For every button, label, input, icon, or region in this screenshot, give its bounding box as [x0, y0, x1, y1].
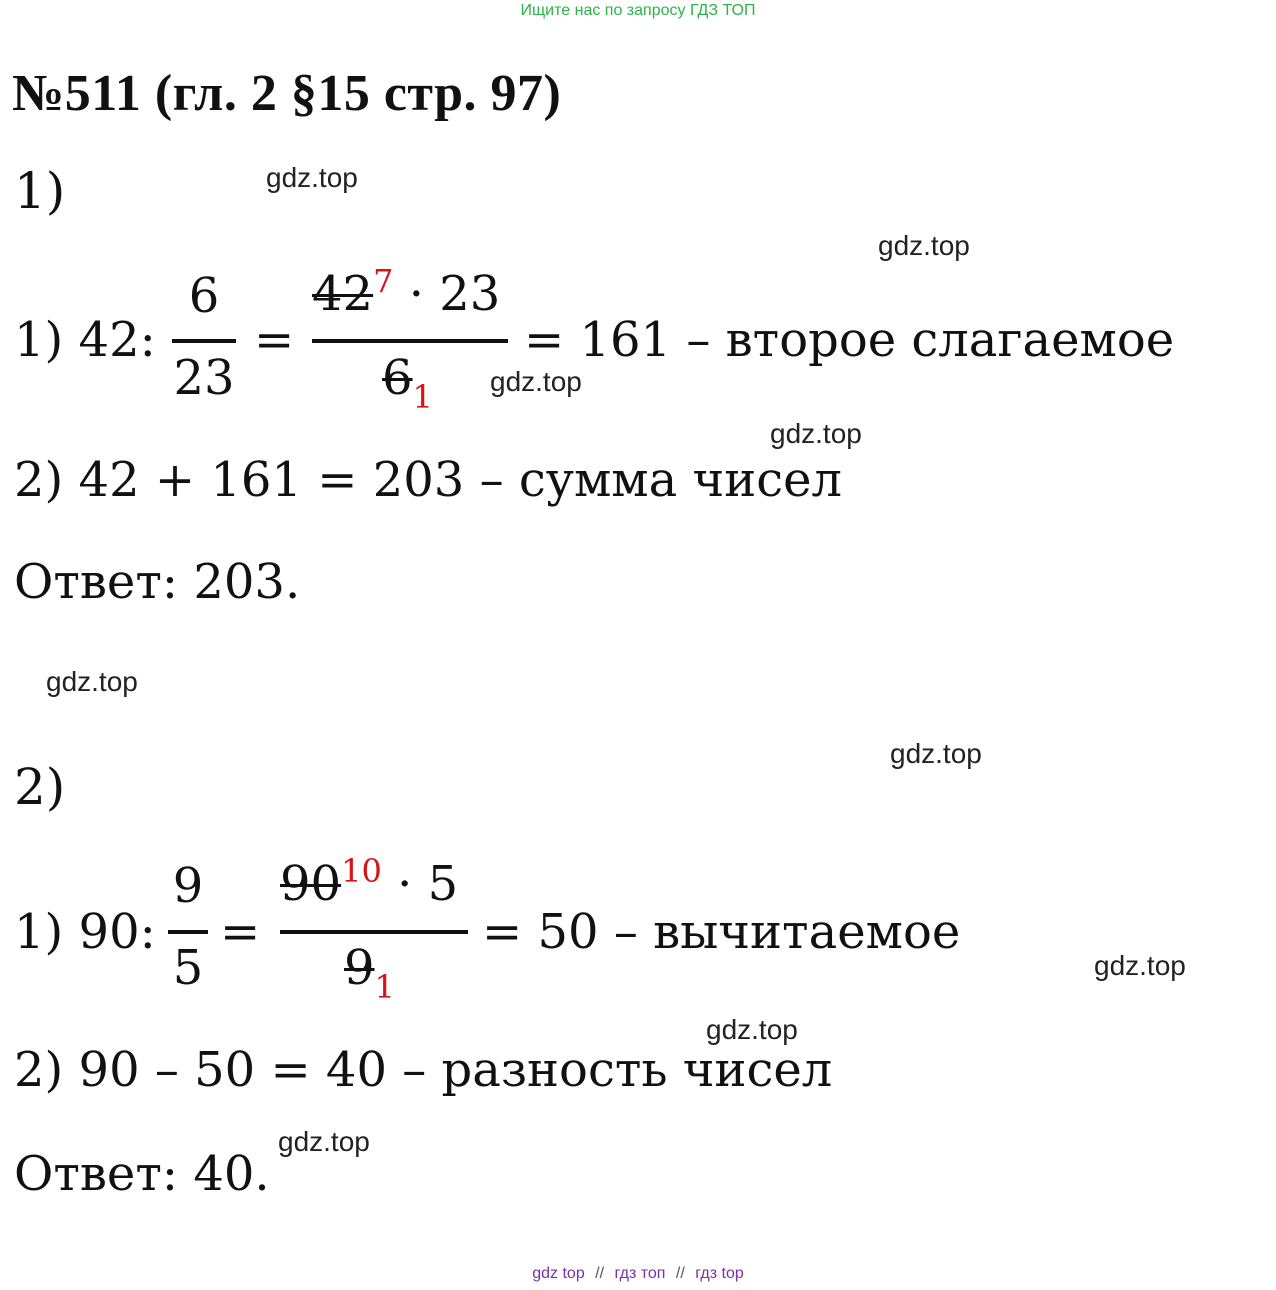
footer-separator: // [675, 1265, 685, 1282]
watermark: gdz.top [770, 418, 862, 449]
watermark: gdz.top [490, 366, 582, 397]
footer-link[interactable]: gdz top [532, 1265, 585, 1282]
top-search-hint[interactable]: Ищите нас по запросу ГДЗ ТОП [520, 2, 756, 19]
fraction-bar [280, 930, 468, 934]
fraction-denominator: 23 [173, 350, 235, 406]
watermark: gdz.top [706, 1014, 798, 1045]
reduced-value: 7 [373, 262, 394, 300]
struck-number: 42 [312, 266, 374, 322]
part2-step2: 2) 90 – 50 = 40 – разность чисел [14, 1042, 833, 1098]
equals-sign: = [220, 904, 261, 960]
watermark: gdz.top [278, 1126, 370, 1157]
reduced-value: 10 [341, 852, 382, 890]
part1-step2: 2) 42 + 161 = 203 – сумма чисел [14, 452, 842, 508]
multiplier: · 5 [397, 856, 459, 912]
big-fraction-denominator [382, 350, 433, 416]
reduced-value: 1 [412, 378, 433, 416]
reduced-value: 1 [374, 968, 395, 1006]
part1-answer: Ответ: 203. [14, 554, 301, 610]
watermark: gdz.top [890, 738, 982, 769]
footer-separator: // [595, 1265, 605, 1282]
step1-result: = 161 – второе слагаемое [524, 312, 1175, 368]
multiplier: · 23 [408, 266, 501, 322]
step1-prefix: 1) 90: [14, 904, 156, 960]
watermark: gdz.top [878, 230, 970, 261]
big-fraction-denominator [344, 940, 395, 1006]
fraction-denominator: 5 [172, 940, 204, 996]
footer-link[interactable]: гдз топ [614, 1265, 666, 1282]
step1-prefix: 1) 42: [14, 312, 156, 368]
footer-link[interactable]: гдз top [695, 1265, 744, 1282]
big-fraction-numerator [280, 852, 459, 912]
step1-result: = 50 – вычитаемое [482, 904, 961, 960]
equals-sign: = [254, 312, 295, 368]
page-title: №511 (гл. 2 §15 стр. 97) [12, 65, 562, 122]
big-fraction-numerator [312, 262, 501, 322]
part2-label: 2) [14, 758, 66, 816]
fraction-bar [172, 339, 236, 343]
watermark: gdz.top [266, 162, 358, 193]
struck-number: 6 [382, 350, 413, 406]
fraction-numerator: 6 [188, 268, 220, 324]
watermark: gdz.top [1094, 950, 1186, 981]
fraction-bar [168, 930, 208, 934]
watermark: gdz.top [46, 666, 138, 697]
part2-answer: Ответ: 40. [14, 1146, 270, 1202]
fraction-bar [312, 339, 508, 343]
part1-label: 1) [14, 162, 66, 220]
struck-number: 90 [280, 856, 342, 912]
fraction-numerator: 9 [172, 858, 204, 914]
struck-number: 9 [344, 940, 375, 996]
footer-links [0, 1265, 1276, 1283]
